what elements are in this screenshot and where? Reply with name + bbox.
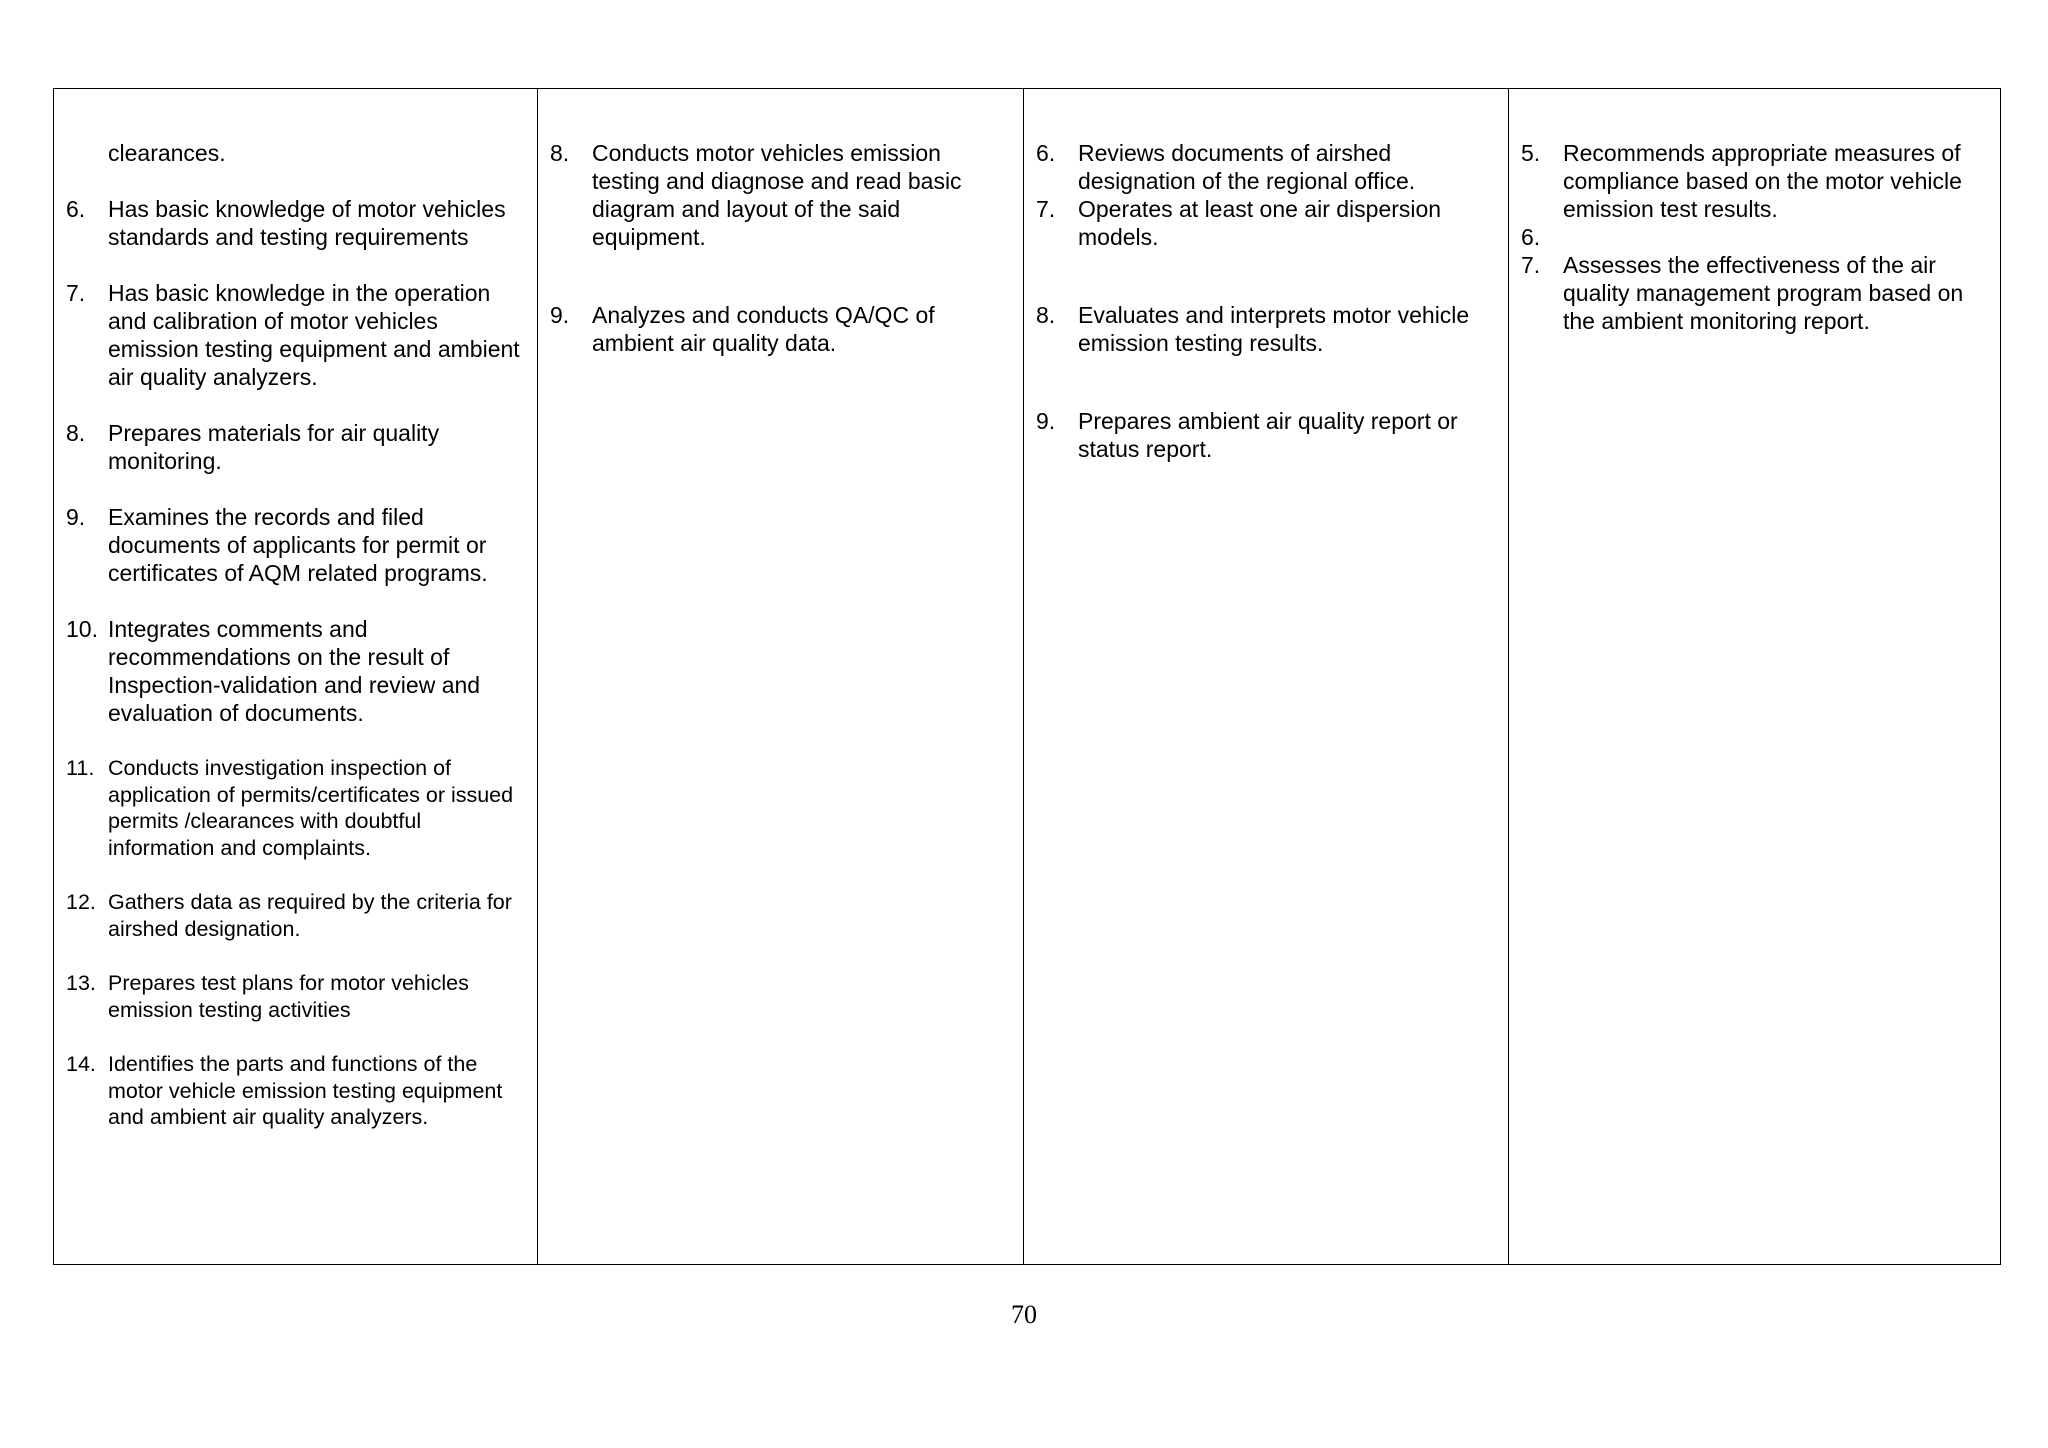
list-item	[1036, 301, 1496, 357]
list-item	[66, 615, 525, 727]
item-number: 12.	[66, 890, 96, 914]
list-item	[550, 301, 1011, 357]
item-number: 9.	[550, 302, 570, 328]
item-number: 8.	[1036, 302, 1056, 328]
list-item	[66, 419, 525, 475]
item-text: Examines the records and filed documents of applicants for permit or certificates of AQM related programs.	[108, 504, 488, 586]
table-row	[54, 89, 2001, 1265]
item-text: Integrates comments and recommendations on the result of Inspection-validation and review and evaluation of documents.	[108, 616, 481, 726]
item-number: 13.	[66, 971, 96, 995]
list-item	[66, 195, 525, 251]
item-number: 8.	[66, 420, 86, 446]
list-item	[66, 1051, 525, 1131]
item-number: 7.	[1521, 252, 1541, 278]
item-number: 7.	[66, 280, 86, 306]
item-text: Analyzes and conducts QA/QC of ambient air quality data.	[592, 302, 935, 356]
item-number: 10.	[66, 616, 98, 642]
column-4-cell	[1509, 89, 2001, 1265]
list-item	[66, 503, 525, 587]
item-number: 6.	[1521, 224, 1541, 250]
list-item	[66, 139, 525, 167]
list-item	[1521, 139, 1988, 223]
list-item	[1036, 407, 1496, 463]
item-number: 9.	[1036, 408, 1056, 434]
item-text: Recommends appropriate measures of compliance based on the motor vehicle emission test results.	[1563, 140, 1962, 222]
item-text: Has basic knowledge of motor vehicles standards and testing requirements	[108, 196, 506, 250]
item-text: Prepares materials for air quality monitoring.	[108, 420, 440, 474]
item-number: 8.	[550, 140, 570, 166]
item-number: 7.	[1036, 196, 1056, 222]
item-text: Reviews documents of airshed designation of the regional office.	[1078, 140, 1416, 194]
item-number: 6.	[66, 196, 86, 222]
item-text: Prepares ambient air quality report or status report.	[1078, 408, 1458, 462]
item-number: 5.	[1521, 140, 1541, 166]
list-item	[1036, 195, 1496, 251]
item-number: 9.	[66, 504, 86, 530]
list-item	[66, 970, 525, 1023]
item-number: 6.	[1036, 140, 1056, 166]
item-text	[1563, 223, 1988, 251]
list-item	[1521, 223, 1988, 251]
item-number	[66, 139, 108, 167]
column-3-cell	[1024, 89, 1509, 1265]
column-2-cell	[538, 89, 1024, 1265]
item-text: Identifies the parts and functions of the motor vehicle emission testing equipment and ambient air quality analyzers.	[108, 1052, 503, 1129]
page-number: 70	[1011, 1300, 1037, 1329]
item-text: Operates at least one air dispersion models.	[1078, 196, 1442, 250]
item-number: 11.	[66, 756, 95, 780]
list-item	[550, 139, 1011, 251]
item-text: Conducts motor vehicles emission testing and diagnose and read basic diagram and layout of the said equipment.	[592, 140, 962, 250]
item-text: Has basic knowledge in the operation and calibration of motor vehicles emission testing equipment and ambient air quality analyzers.	[108, 280, 520, 390]
list-item	[1521, 251, 1988, 335]
list-item	[66, 889, 525, 942]
item-text: Conducts investigation inspection of application of permits/certificates or issued permits /clearances with doubtful information and complaints.	[108, 756, 514, 860]
list-item	[66, 279, 525, 391]
competency-table	[53, 88, 2001, 1265]
item-text: Gathers data as required by the criteria for airshed designation.	[108, 890, 512, 941]
item-text: Assesses the effectiveness of the air quality management program based on the ambient monitoring report.	[1563, 252, 1964, 334]
list-item	[66, 755, 525, 861]
item-text: Evaluates and interprets motor vehicle emission testing results.	[1078, 302, 1470, 356]
list-item	[1036, 139, 1496, 195]
item-text: clearances.	[108, 140, 226, 166]
column-1-cell	[54, 89, 538, 1265]
item-number: 14.	[66, 1052, 96, 1076]
item-text: Prepares test plans for motor vehicles emission testing activities	[108, 971, 469, 1022]
